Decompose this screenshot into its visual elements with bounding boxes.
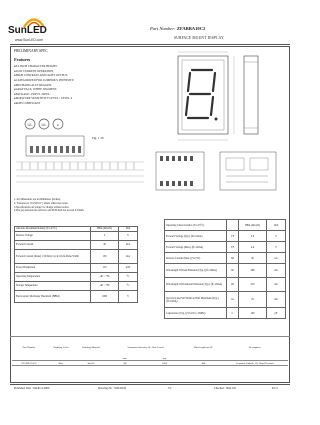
note-item: 2. Tolerance is ±0.25(0.01") unless otherwise noted. bbox=[14, 201, 68, 205]
table-header: Emitting Color bbox=[53, 345, 69, 349]
svg-text:E: E bbox=[56, 123, 60, 127]
table-cell: °C bbox=[119, 272, 138, 281]
table-cell: Spectral Line Full Width At Half Maximum (Typ.) (If=10mA) bbox=[165, 292, 227, 308]
table-cell: Common Cathode, Rt. Hand Decimal bbox=[235, 361, 274, 365]
brand-website: www.SunLED.com bbox=[15, 38, 44, 42]
footer-checked: Checked : Shin Chi bbox=[214, 387, 236, 390]
table-header: Luminous Intensity (If=10mA) mcd bbox=[127, 345, 164, 349]
table-subheader: min. bbox=[122, 356, 128, 360]
feature-item: ●GRAY FACE, WHITE SEGMENT. bbox=[14, 87, 58, 92]
table-row bbox=[165, 231, 286, 242]
table-cell: λD bbox=[227, 278, 239, 292]
table-header-row bbox=[12, 338, 288, 356]
part-number-label: Part Number: bbox=[150, 26, 176, 31]
table-cell: Wavelength Of Dominant Emission (Typ.) (If=10mA) bbox=[165, 278, 227, 292]
table-cell: uA bbox=[267, 253, 286, 264]
table-cell: 110 bbox=[91, 263, 119, 272]
table-cell: 468 bbox=[239, 264, 267, 278]
table-cell: °C bbox=[119, 281, 138, 290]
table-cell: 50 bbox=[239, 253, 267, 264]
table-cell: IR bbox=[227, 253, 239, 264]
table-row bbox=[15, 272, 138, 281]
operating-characteristics-table bbox=[164, 219, 286, 319]
svg-text:UL: UL bbox=[27, 122, 33, 127]
table-cell: Blue bbox=[58, 361, 64, 365]
table-header: Description bbox=[248, 345, 261, 349]
table-header: BBA (InGaN) bbox=[91, 227, 119, 232]
ordering-info-table bbox=[12, 338, 288, 366]
table-header: BBA (InGaN) bbox=[239, 220, 267, 231]
table-cell: 150 bbox=[91, 249, 119, 263]
package-drawing-front bbox=[148, 50, 286, 145]
footer-published: Published Date : MAR 12,2009 bbox=[14, 387, 50, 390]
table-cell: Electrostatic Discharge Threshold (HBM) bbox=[15, 290, 91, 302]
table-cell: Operating Temperature bbox=[15, 272, 91, 281]
table-cell: Forward Voltage (Max.) (If=10mA) bbox=[165, 242, 227, 253]
absolute-max-ratings-table bbox=[14, 226, 138, 303]
table-row bbox=[15, 240, 138, 249]
table-cell: Forward Voltage (Typ.) (If=10mA) bbox=[165, 231, 227, 242]
table-cell: 30 bbox=[91, 240, 119, 249]
table-header: Operating Characteristics (Ta=25°C) bbox=[165, 220, 227, 231]
table-cell: Wavelength Of Peak Emission (Typ.) (If=10mA) bbox=[165, 264, 227, 278]
table-cell: VF bbox=[227, 242, 239, 253]
table-row bbox=[15, 231, 138, 240]
table-cell: 100 bbox=[239, 308, 267, 319]
table-row bbox=[165, 242, 286, 253]
footer-divider bbox=[10, 384, 290, 385]
table-row bbox=[15, 290, 138, 302]
footer-drawing-no: Drawing No : SDS43432 bbox=[98, 387, 127, 390]
table-cell: 470 bbox=[239, 278, 267, 292]
table-cell: Forward Current (Peak) 1/10 Duty Cycle 0.1ms Pulse Width bbox=[15, 249, 91, 263]
table-row bbox=[165, 292, 286, 308]
table-cell: -40 ~ +85 bbox=[91, 281, 119, 290]
note-item: 4.The gap between the reflector and PCB shall not exceed 0.25mm. bbox=[14, 209, 85, 213]
table-cell: V bbox=[267, 242, 286, 253]
table-cell: 300 bbox=[123, 361, 127, 365]
table-cell: nm bbox=[267, 278, 286, 292]
table-row bbox=[165, 264, 286, 278]
table-cell: 468 bbox=[201, 361, 206, 365]
table-cell: λP bbox=[227, 264, 239, 278]
order-top-divider bbox=[10, 336, 290, 337]
note-item: 3.Specifications are subject to change without notice. bbox=[14, 205, 70, 209]
table-cell: V bbox=[119, 290, 138, 302]
feature-item: ●MECHANICALLY RUGGED. bbox=[14, 82, 52, 87]
table-cell: mA bbox=[119, 249, 138, 263]
table-cell: Δλ bbox=[227, 292, 239, 308]
table-cell: mW bbox=[119, 263, 138, 272]
table-header: Wavelength nm λP bbox=[193, 345, 213, 349]
spec-label: PRELIMINARY SPEC bbox=[14, 49, 48, 53]
table-cell: Reverse Voltage bbox=[15, 231, 91, 240]
table-cell: Forward Current bbox=[15, 240, 91, 249]
table-cell: pF bbox=[267, 308, 286, 319]
footer-page: P.1/4 bbox=[272, 387, 278, 390]
table-cell: 5 bbox=[91, 231, 119, 240]
table-cell: nm bbox=[267, 292, 286, 308]
table-row bbox=[165, 253, 286, 264]
feature-item: ●PACKAGE: 250PCS / REEL. bbox=[14, 91, 51, 96]
table-cell: V bbox=[119, 231, 138, 240]
table-cell: 1000 bbox=[91, 290, 119, 302]
package-drawing-side bbox=[150, 146, 286, 196]
certification-logos bbox=[22, 118, 77, 130]
table-cell: 4.0 bbox=[239, 242, 267, 253]
table-header: Absolute Maximum Ratings (Ta=25°C) bbox=[15, 227, 91, 232]
table-cell: ZFABBA10C2 bbox=[21, 361, 37, 365]
notes bbox=[14, 198, 164, 213]
note-item: 1. All dimensions are in millimeters (inches). bbox=[14, 198, 61, 201]
footer-version: V2 bbox=[168, 387, 172, 390]
table-header-row bbox=[165, 220, 286, 231]
table-row bbox=[165, 278, 286, 292]
table-cell: Capacitance (Typ.) (Vf=0V, f=1MHz) bbox=[165, 308, 227, 319]
table-cell: Storage Temperature bbox=[15, 281, 91, 290]
header-divider bbox=[10, 44, 290, 45]
part-number: ZFABBA10C2 bbox=[176, 26, 206, 31]
svg-text:UL: UL bbox=[41, 122, 47, 127]
table-cell: C bbox=[227, 308, 239, 319]
table-cell: -40 ~ +85 bbox=[91, 272, 119, 281]
table-header bbox=[227, 220, 239, 231]
feature-item: ●RoHS COMPLIANT bbox=[14, 101, 41, 106]
table-cell: 25 bbox=[239, 292, 267, 308]
table-cell: VF bbox=[227, 231, 239, 242]
features-title: Features bbox=[14, 57, 31, 62]
table-header: Unit bbox=[119, 227, 138, 232]
part-number-header bbox=[150, 26, 205, 31]
feature-item: ●0.4 INCH CHARACTER HEIGHT. bbox=[14, 64, 58, 68]
sunled-logo bbox=[6, 14, 66, 42]
table-cell: InGaN bbox=[87, 361, 95, 365]
table-cell: V bbox=[267, 231, 286, 242]
table-row bbox=[165, 308, 286, 319]
brand-name: SunLED bbox=[8, 25, 47, 36]
table-cell: mA bbox=[119, 240, 138, 249]
feature-item: ●HIGH CONTRAST AND LIGHT OUTPUT. bbox=[14, 73, 68, 78]
table-row bbox=[15, 263, 138, 272]
feature-item: ●CATEGORIZED FOR LUMINOUS INTENSITY. bbox=[14, 77, 75, 82]
table-cell: nm bbox=[267, 264, 286, 278]
table-header: Unit bbox=[267, 220, 286, 231]
table-row bbox=[15, 281, 138, 290]
table-header: Emitting Material bbox=[82, 345, 100, 349]
product-subtitle: SURFACE MOUNT DISPLAY bbox=[174, 36, 224, 40]
features-list bbox=[14, 64, 74, 106]
feature-item: ●MOISTURE SENSITIVITY LEVEL : LEVEL 4 bbox=[14, 96, 73, 101]
table-subheader: typ. bbox=[162, 356, 167, 360]
feature-item: ●LOW CURRENT OPERATION. bbox=[14, 68, 54, 73]
table-cell: Reverse Current (Max.) (Vr=5V) bbox=[165, 253, 227, 264]
table-cell: Power Dissipation bbox=[15, 263, 91, 272]
fig-label: Fig. 1 30 bbox=[92, 136, 104, 140]
table-header: Part Number bbox=[22, 345, 36, 349]
table-cell: 3.6 bbox=[239, 231, 267, 242]
table-row bbox=[15, 249, 138, 263]
table-row bbox=[12, 361, 288, 366]
table-cell: 2000 bbox=[162, 361, 168, 365]
pin-layout-diagram bbox=[16, 132, 146, 184]
